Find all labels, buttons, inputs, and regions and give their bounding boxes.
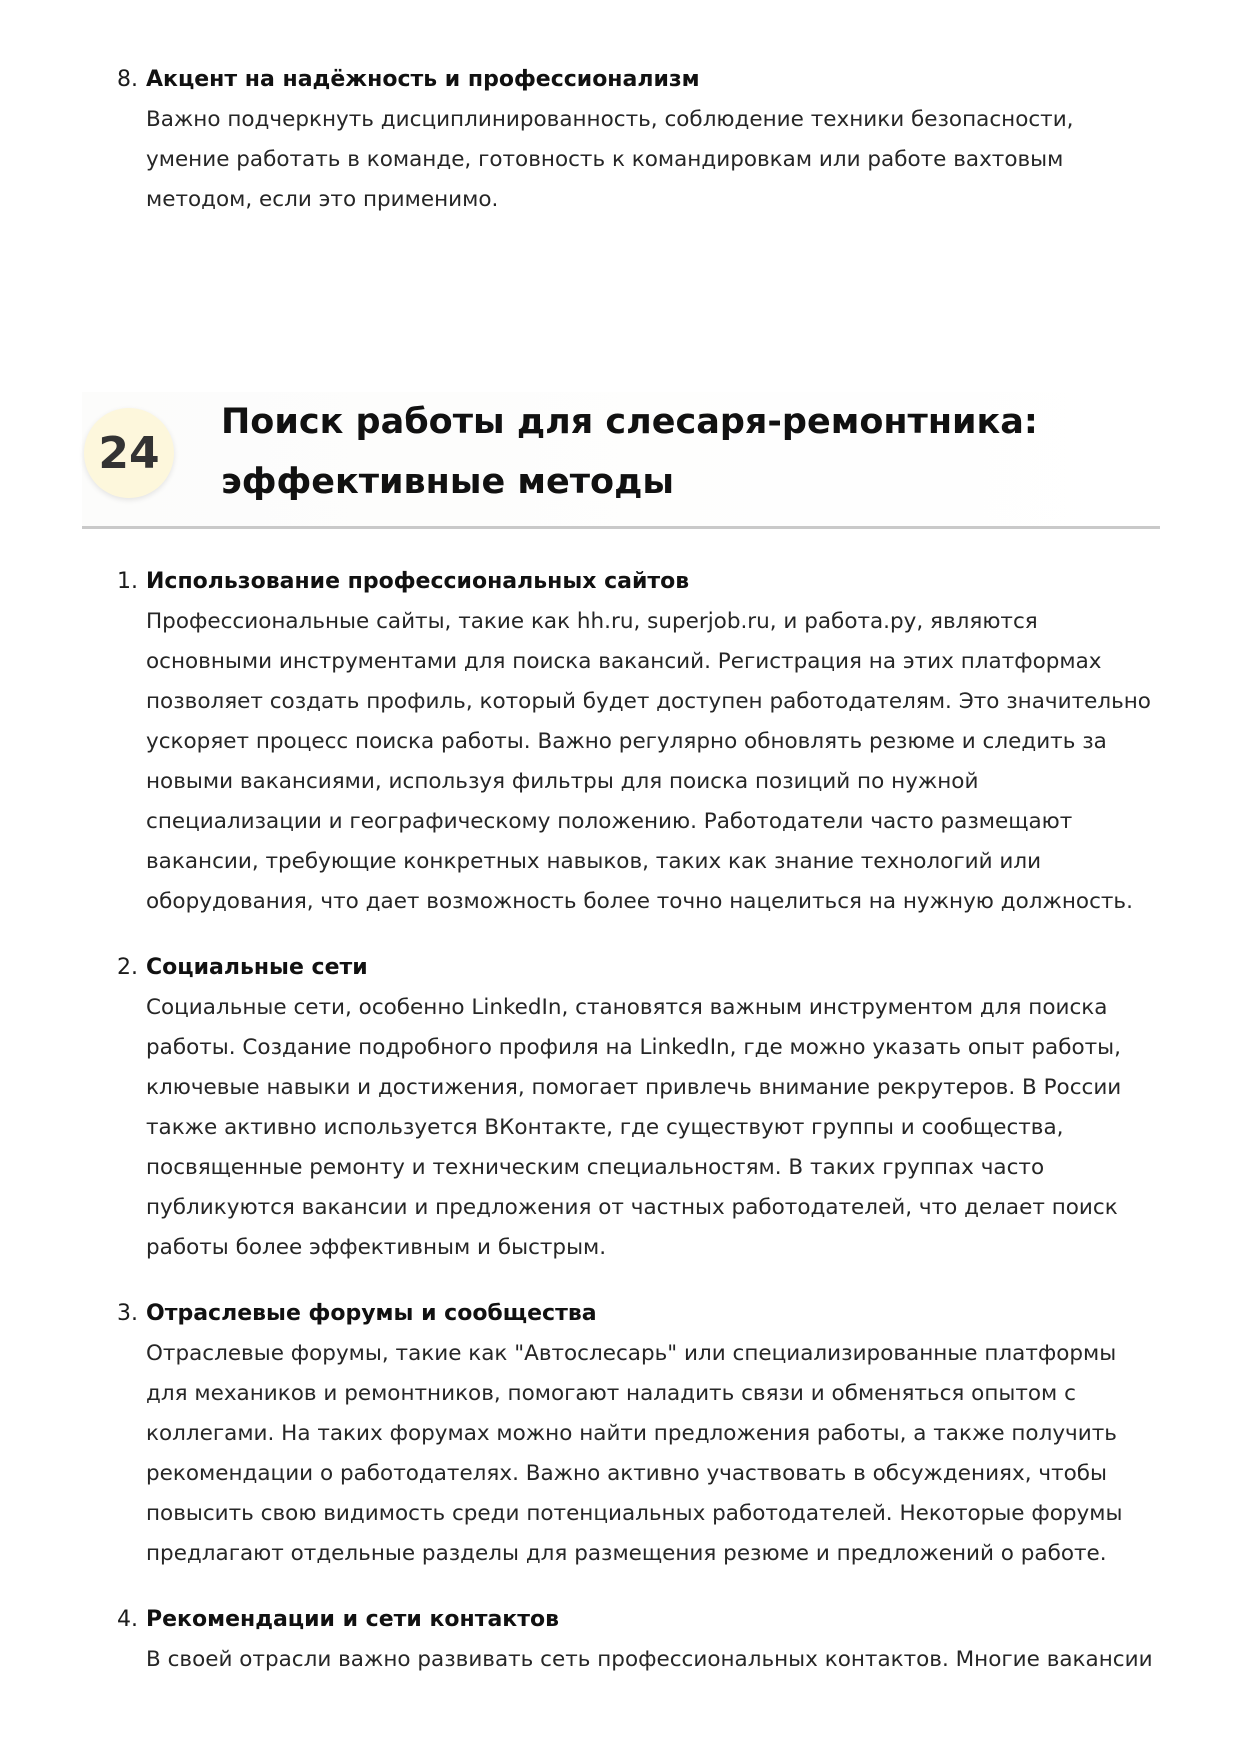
list-item bbox=[117, 60, 1156, 220]
previous-list-item bbox=[117, 60, 1156, 220]
list-item bbox=[117, 1294, 1156, 1574]
list-item bbox=[117, 1600, 1156, 1680]
list-item-number: 2. bbox=[117, 955, 138, 980]
list-item-number: 8. bbox=[117, 67, 138, 92]
section-number-badge: 24 bbox=[84, 408, 174, 498]
list-item-title: Отраслевые форумы и сообщества bbox=[146, 1301, 597, 1326]
list-item-title: Социальные сети bbox=[146, 955, 368, 980]
list-item-title: Использование профессиональных сайтов bbox=[146, 569, 690, 594]
list-item-text: Профессиональные сайты, такие как hh.ru, superjob.ru, и работа.ру, являются основными инструментами для поиска вакансий. Регистрация на этих платформах позволяет создать профиль, который будет доступен работодателям. Это значительно ускоряет процесс поиска работы. Важно регулярно обновлять резюме и следить за новыми вакансиями, используя фильтры для поиска позиций по нужной специализации и географическому положению. Работодатели часто размещают вакансии, требующие конкретных навыков, таких как знание технологий или оборудования, что дает возможность более точно нацелиться на нужную должность. bbox=[146, 609, 1151, 914]
methods-list bbox=[117, 562, 1156, 1680]
list-item-number: 1. bbox=[117, 569, 138, 594]
list-item-number: 4. bbox=[117, 1607, 138, 1632]
list-item-title: Акцент на надёжность и профессионализм bbox=[146, 67, 700, 92]
list-item-text: Важно подчеркнуть дисциплинированность, соблюдение техники безопасности, умение работать в команде, готовность к командировкам или работе вахтовым методом, если это применимо. bbox=[146, 107, 1074, 212]
list-item bbox=[117, 562, 1156, 922]
list-item-text: Социальные сети, особенно LinkedIn, становятся важным инструментом для поиска работы. Создание подробного профиля на LinkedIn, где можно указать опыт работы, ключевые навыки и достижения, помогает привлечь внимание рекрутеров. В России также активно используется ВКонтакте, где существуют группы и сообщества, посвященные ремонту и техническим специальностям. В таких группах часто публикуются вакансии и предложения от частных работодателей, что делает поиск работы более эффективным и быстрым. bbox=[146, 995, 1122, 1260]
section-header bbox=[82, 392, 1160, 529]
list-item-text: Отраслевые форумы, такие как "Автослесарь" или специализированные платформы для механиков и ремонтников, помогают наладить связи и обменяться опытом с коллегами. На таких форумах можно найти предложения работы, а также получить рекомендации о работодателях. Важно активно участвовать в обсуждениях, чтобы повысить свою видимость среди потенциальных работодателей. Некоторые форумы предлагают отдельные разделы для размещения резюме и предложений о работе. bbox=[146, 1341, 1123, 1566]
section-title: Поиск работы для слесаря-ремонтника: эффективные методы bbox=[221, 402, 1038, 502]
list-item-number: 3. bbox=[117, 1301, 138, 1326]
list-item bbox=[117, 948, 1156, 1268]
list-item-title: Рекомендации и сети контактов bbox=[146, 1607, 560, 1632]
list-item-text: В своей отрасли важно развивать сеть профессиональных контактов. Многие вакансии bbox=[146, 1647, 1153, 1672]
